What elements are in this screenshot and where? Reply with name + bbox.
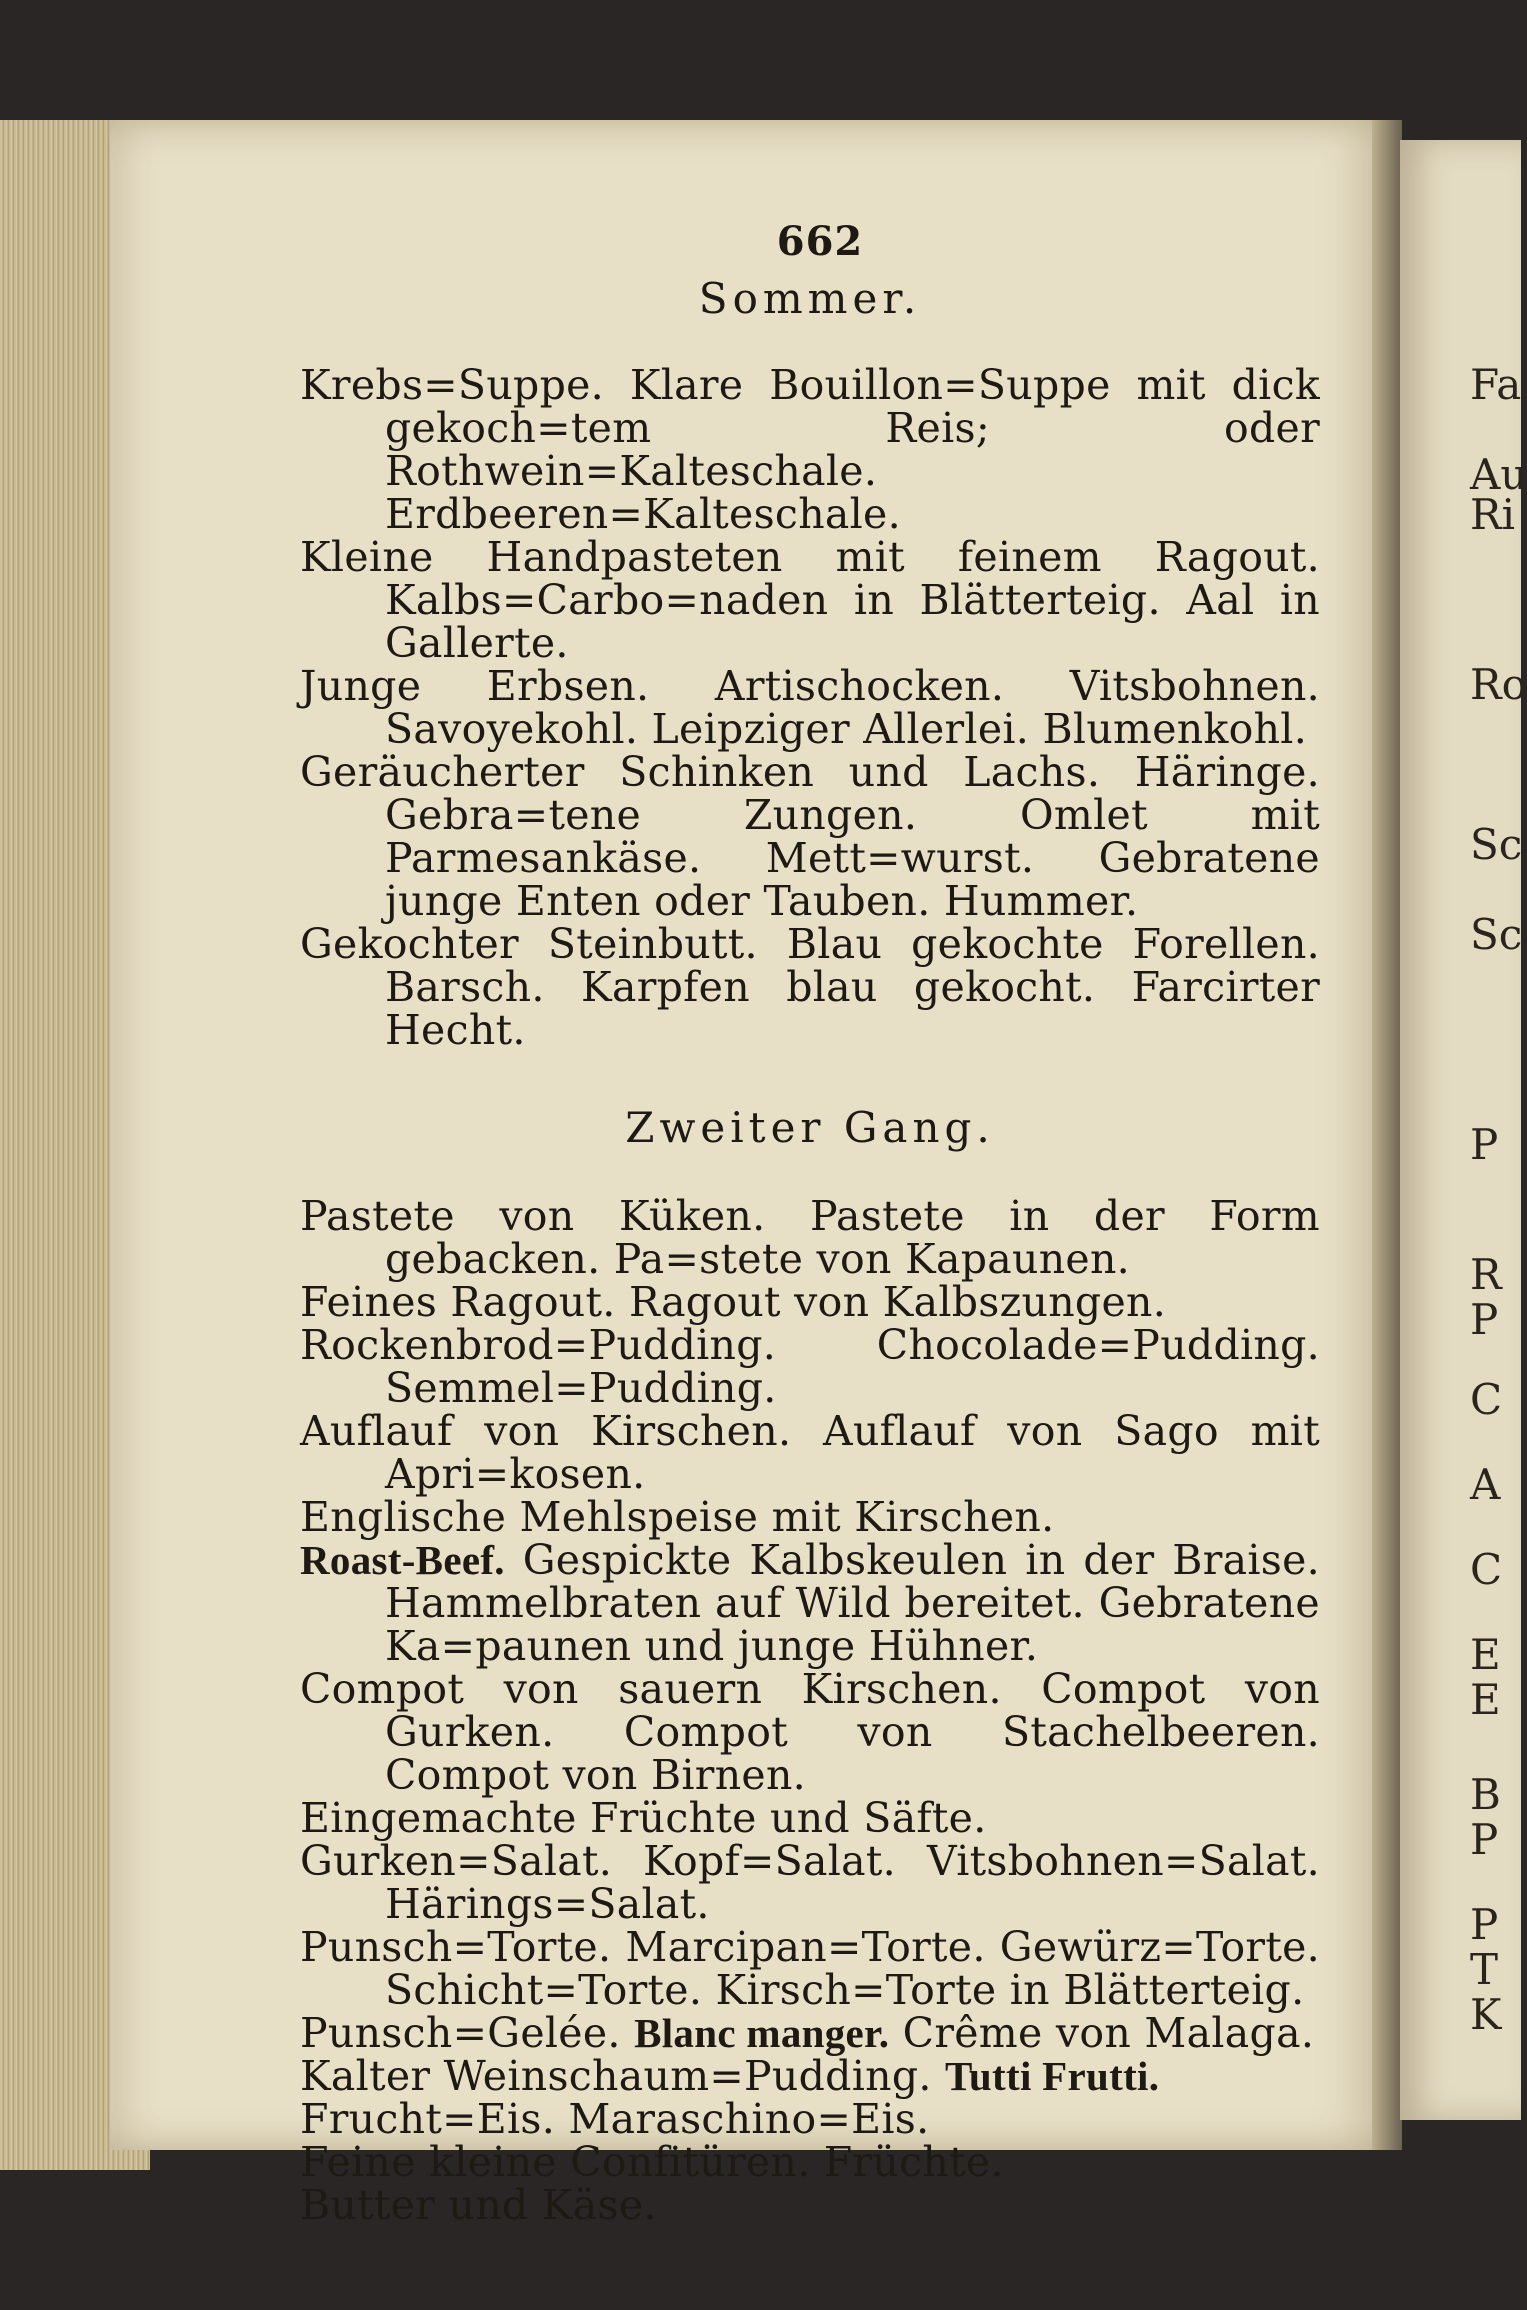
menu-entry: Pastete von Küken. Pastete in der Form gebacken. Pa=stete von Kapaunen. — [300, 1192, 1320, 1283]
right-fragment: P — [1470, 1295, 1499, 1344]
antiqua-term: Tutti Frutti. — [945, 2053, 1160, 2099]
right-fragment: C — [1470, 1375, 1503, 1424]
menu-entry-text: Gespickte Kalbskeulen in der Braise. Hammelbraten auf Wild bereitet. Gebratene Ka=paunen und junge Hühner. — [385, 1536, 1320, 1670]
right-fragment: T — [1470, 1945, 1499, 1994]
antiqua-term: Blanc manger. — [634, 2010, 890, 2056]
menu-entry: Feines Ragout. Ragout von Kalbszungen. — [300, 1278, 1167, 1326]
right-fragment: C — [1470, 1545, 1503, 1594]
right-page — [1400, 140, 1521, 2120]
menu-entry: Compot von sauern Kirschen. Compot von Gurken. Compot von Stachelbeeren. Compot von Birnen. — [300, 1665, 1320, 1799]
section-heading-sommer: Sommer. — [698, 274, 922, 323]
menu-entry: Frucht=Eis. Maraschino=Eis. — [300, 2095, 930, 2143]
menu-entry: Junge Erbsen. Artischocken. Vitsbohnen. Savoyekohl. Leipziger Allerlei. Blumenkohl. — [300, 662, 1320, 753]
menu-entry-text: Punsch=Gelée. — [300, 2009, 635, 2057]
menu-entry: Auflauf von Kirschen. Auflauf von Sago mit Apri=kosen. — [300, 1407, 1320, 1498]
right-fragment: Ro — [1470, 660, 1527, 709]
right-fragment: Fa — [1470, 360, 1522, 409]
right-fragment: A — [1470, 1460, 1501, 1509]
right-fragment: P — [1470, 1815, 1499, 1864]
menu-entry: Englische Mehlspeise mit Kirschen. — [300, 1493, 1055, 1541]
menu-entry: Punsch=Torte. Marcipan=Torte. Gewürz=Torte. Schicht=Torte. Kirsch=Torte in Blätterteig. — [300, 1923, 1320, 2014]
section-heading-zweiter-gang: Zweiter Gang. — [625, 1103, 995, 1152]
menu-entry: Eingemachte Früchte und Säfte. — [300, 1794, 987, 1842]
menu-entry — [300, 2009, 1320, 2057]
book-gutter — [1372, 120, 1402, 2150]
menu-entry: Rockenbrod=Pudding. Chocolade=Pudding. Semmel=Pudding. — [300, 1321, 1320, 1412]
right-fragment: B — [1470, 1770, 1501, 1819]
right-fragment: E — [1470, 1630, 1501, 1679]
menu-entry — [300, 1536, 1320, 1670]
menu-entry: Krebs=Suppe. Klare Bouillon=Suppe mit dick gekoch=tem Reis; oder Rothwein=Kalteschale. Erdbeeren=Kalteschale. — [300, 361, 1320, 538]
menu-entry-text: Crême von Malaga. — [889, 2009, 1315, 2057]
right-fragment: P — [1470, 1900, 1499, 1949]
menu-entry: Geräucherter Schinken und Lachs. Häringe. Gebra=tene Zungen. Omlet mit Parmesankäse. Mett=wurst. Gebratene junge Enten oder Tauben. Hummer. — [300, 748, 1320, 925]
page-text — [300, 220, 1320, 2227]
menu-entry: Kleine Handpasteten mit feinem Ragout. Kalbs=Carbo=naden in Blätterteig. Aal in Gallerte. — [300, 533, 1320, 667]
right-fragment: E — [1470, 1675, 1501, 1724]
menu-entry — [300, 2052, 1320, 2100]
right-fragment: R — [1470, 1250, 1502, 1299]
page-number: 662 — [776, 218, 864, 265]
right-fragment: Au — [1470, 450, 1527, 499]
menu-entry: Feine kleine Confitüren. Früchte. — [300, 2138, 1004, 2186]
menu-entry: Gekochter Steinbutt. Blau gekochte Forellen. Barsch. Karpfen blau gekocht. Farcirter Hecht. — [300, 920, 1320, 1054]
right-fragment: P — [1470, 1120, 1499, 1169]
right-fragment: Sc — [1470, 910, 1523, 959]
menu-list-sommer — [300, 361, 1320, 1054]
menu-list-zweiter-gang — [300, 1192, 1320, 2229]
right-fragment: K — [1470, 1990, 1502, 2039]
right-fragment: Sc — [1470, 820, 1523, 869]
right-fragment: Ri — [1470, 490, 1516, 539]
menu-entry: Butter und Käse. — [300, 2181, 657, 2229]
menu-entry: Gurken=Salat. Kopf=Salat. Vitsbohnen=Salat. Härings=Salat. — [300, 1837, 1320, 1928]
antiqua-term: Roast-Beef. — [300, 1537, 505, 1583]
menu-entry-text: Kalter Weinschaum=Pudding. — [300, 2052, 946, 2100]
